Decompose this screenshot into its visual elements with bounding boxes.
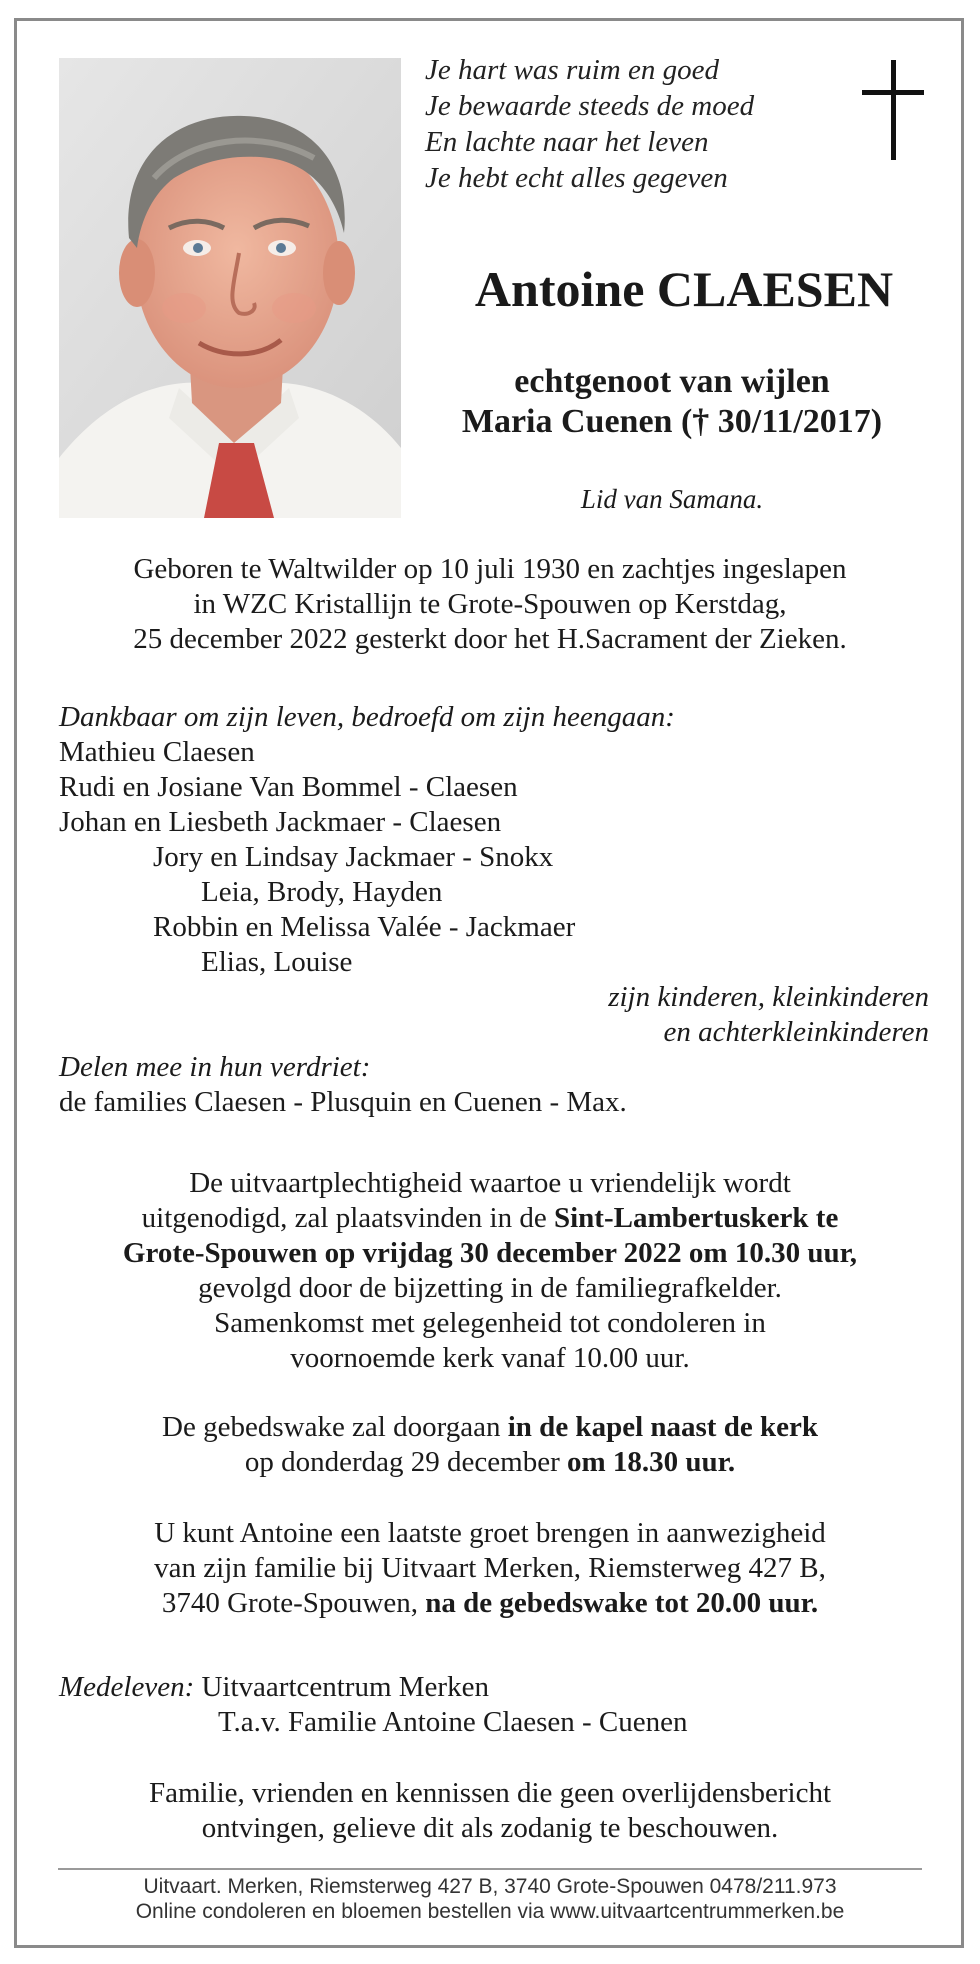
- birth-death-info: [40, 552, 940, 657]
- footer-line: Uitvaart. Merken, Riemsterweg 427 B, 3740 Grote-Spouwen 0478/211.973: [143, 1875, 837, 1898]
- membership: Lid van Samana.: [580, 484, 764, 514]
- text-line: Samenkomst met gelegenheid tot condoleren in: [214, 1307, 766, 1339]
- funeral-datetime: Grote-Spouwen op vrijdag 30 december 2022 om 10.30 uur,: [122, 1237, 858, 1269]
- family-list: [59, 700, 929, 1120]
- funeral-info: [40, 1166, 940, 1376]
- text-span: De gebedswake zal doorgaan: [162, 1411, 508, 1443]
- text-line: [40, 1201, 940, 1236]
- text-span: 3740 Grote-Spouwen,: [161, 1587, 426, 1619]
- share-text: de families Claesen - Plusquin en Cuenen - Max.: [59, 1086, 627, 1118]
- footer: [40, 1874, 940, 1924]
- poem: [425, 52, 754, 196]
- family-relation: zijn kinderen, kleinkinderen: [608, 981, 929, 1013]
- spouse-line: Maria Cuenen († 30/11/2017): [461, 403, 883, 440]
- poem-line: En lachte naar het leven: [425, 126, 709, 158]
- text-line: T.a.v. Familie Antoine Claesen - Cuenen: [218, 1706, 688, 1738]
- text-line: U kunt Antoine een laatste groet brengen in aanwezigheid: [154, 1517, 826, 1549]
- vigil-info: [40, 1410, 940, 1480]
- family-child: Johan en Liesbeth Jackmaer - Claesen: [59, 806, 502, 838]
- text-span: Uitvaartcentrum Merken: [194, 1671, 489, 1703]
- sympathy-info: [59, 1670, 929, 1740]
- text-line: [59, 1670, 929, 1705]
- text-line: 25 december 2022 gesterkt door het H.Sacrament der Zieken.: [133, 623, 847, 655]
- text-line: Familie, vrienden en kennissen die geen overlijdensbericht: [148, 1777, 832, 1809]
- poem-line: Je bewaarde steeds de moed: [425, 90, 755, 122]
- vigil-location: in de kapel naast de kerk: [507, 1411, 818, 1443]
- poem-line: Je hebt echt alles gegeven: [425, 162, 728, 194]
- spouse-line: echtgenoot van wijlen: [514, 363, 830, 400]
- spouse-info: [414, 362, 930, 442]
- family-grandchild: Robbin en Melissa Valée - Jackmaer: [153, 911, 576, 943]
- text-line: Geboren te Waltwilder op 10 juli 1930 en zachtjes ingeslapen: [133, 553, 847, 585]
- text-line: [40, 1586, 940, 1621]
- text-span: op donderdag 29 december: [244, 1446, 567, 1478]
- greeting-time: na de gebedswake tot 20.00 uur.: [425, 1587, 819, 1619]
- divider: [58, 1868, 922, 1870]
- sympathy-label: Medeleven:: [59, 1671, 195, 1703]
- family-child: Mathieu Claesen: [59, 736, 255, 768]
- family-child: Rudi en Josiane Van Bommel - Claesen: [59, 771, 518, 803]
- footer-line: Online condoleren en bloemen bestellen via www.uitvaartcentrummerken.be: [135, 1900, 845, 1923]
- text-line: in WZC Kristallijn te Grote-Spouwen op Kerstdag,: [193, 588, 787, 620]
- family-great-grandchildren: Leia, Brody, Hayden: [201, 876, 443, 908]
- cross-icon: [862, 60, 922, 160]
- text-line: voornoemde kerk vanaf 10.00 uur.: [290, 1342, 690, 1374]
- text-line: ontvingen, gelieve dit als zodanig te beschouwen.: [201, 1812, 779, 1844]
- text-line: van zijn familie bij Uitvaart Merken, Riemsterweg 427 B,: [154, 1552, 826, 1584]
- text-line: De uitvaartplechtigheid waartoe u vriendelijk wordt: [189, 1167, 791, 1199]
- vigil-time: om 18.30 uur.: [566, 1446, 736, 1478]
- poem-line: Je hart was ruim en goed: [425, 54, 719, 86]
- text-line: [40, 1445, 940, 1480]
- portrait-illustration: [59, 58, 401, 518]
- text-span: uitgenodigd, zal plaatsvinden in de: [141, 1202, 554, 1234]
- deceased-name: Antoine CLAESEN: [474, 261, 894, 317]
- family-great-grandchildren: Elias, Louise: [201, 946, 353, 978]
- family-relation: en achterkleinkinderen: [663, 1016, 929, 1048]
- portrait-photo: [59, 58, 401, 518]
- family-grandchild: Jory en Lindsay Jackmaer - Snokx: [153, 841, 554, 873]
- greeting-info: [40, 1516, 940, 1621]
- share-intro: Delen mee in hun verdriet:: [59, 1051, 371, 1083]
- notice: [40, 1776, 940, 1846]
- family-intro: Dankbaar om zijn leven, bedroefd om zijn heengaan:: [59, 701, 675, 733]
- text-line: gevolgd door de bijzetting in de familiegrafkelder.: [198, 1272, 782, 1304]
- church-name: Sint-Lambertuskerk te: [553, 1202, 839, 1234]
- text-line: [40, 1410, 940, 1445]
